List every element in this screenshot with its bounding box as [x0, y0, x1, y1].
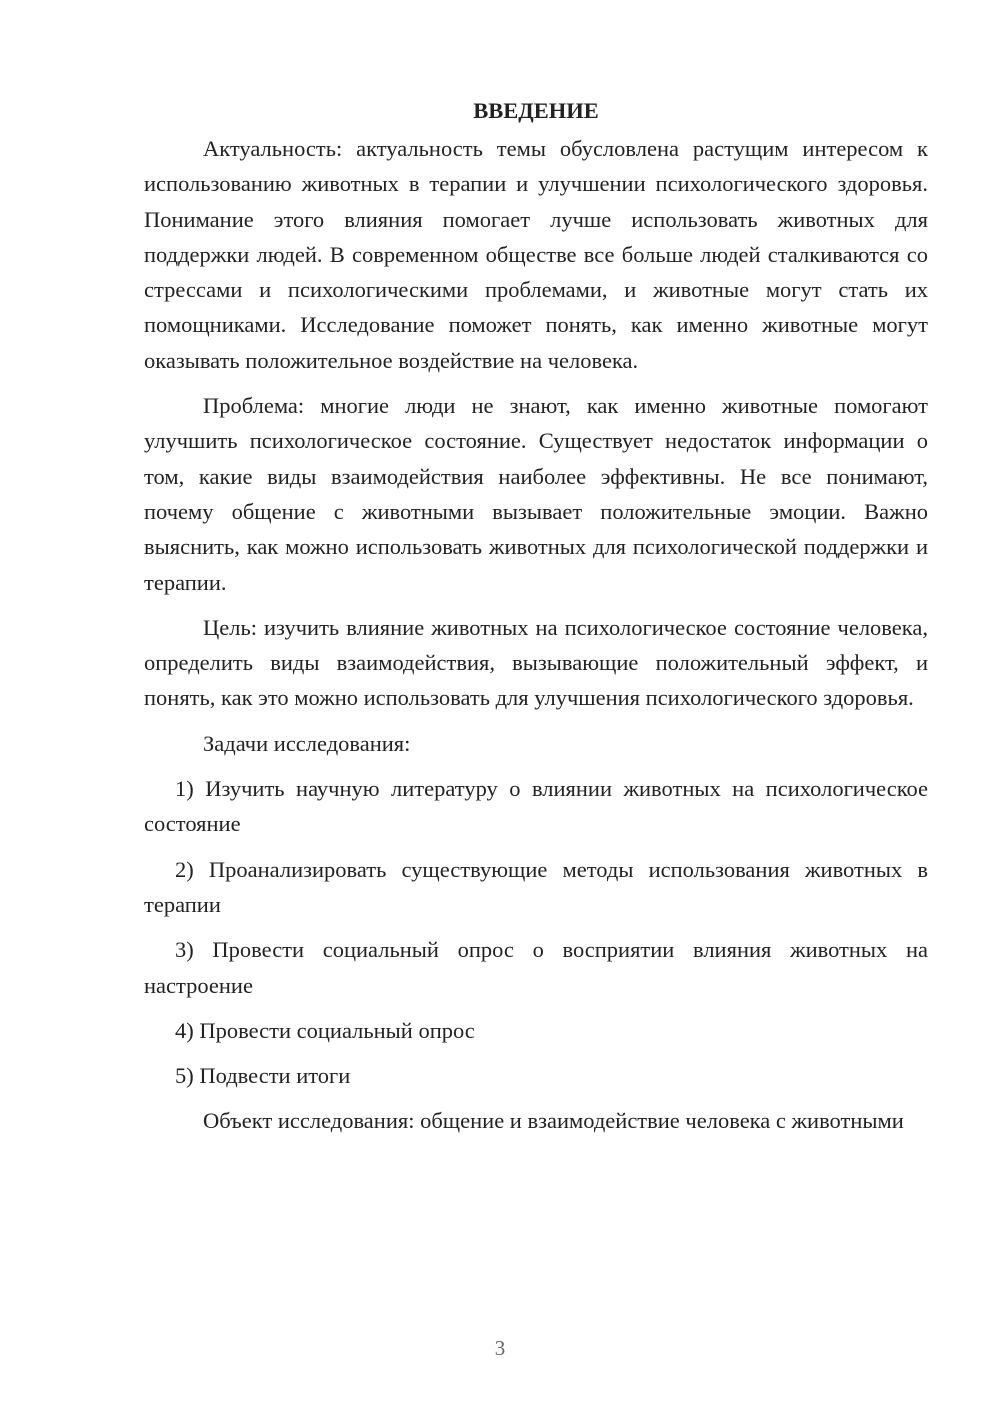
- task-item: 2) Проанализировать существующие методы использования животных в терапии: [144, 856, 928, 917]
- task-item: 3) Провести социальный опрос о восприятии влияния животных на настроение: [144, 937, 928, 998]
- section-heading: ВВЕДЕНИЕ: [473, 98, 599, 123]
- task-item: 5) Подвести итоги: [175, 1063, 351, 1089]
- page-content: [144, 92, 928, 1149]
- page-number: 3: [494, 1336, 506, 1360]
- problem-paragraph: Проблема: многие люди не знают, как именно животные помогают улучшить психологическое состояние. Существует недостаток информации о том, какие виды взаимодействия наиболее эффективны. Не все понимают, почему общение с животными вызывает положительные эмоции. Важно выяснить, как можно использовать животных для психологической поддержки и терапии.: [144, 393, 928, 595]
- object-paragraph: Объект исследования: общение и взаимодействие человека с животными: [203, 1108, 904, 1134]
- tasks-heading: Задачи исследования:: [203, 730, 411, 756]
- relevance-paragraph: Актуальность: актуальность темы обусловлена растущим интересом к использованию животных в терапии и улучшении психологического здоровья. Понимание этого влияния помогает лучше использовать животных для поддержки людей. В современном обществе все больше людей сталкиваются со стрессами и психологическими проблемами, и животные могут стать их помощниками. Исследование поможет понять, как именно животные могут оказывать положительное воздействие на человека.: [144, 136, 928, 373]
- task-item: 1) Изучить научную литературу о влиянии животных на психологическое состояние: [144, 776, 928, 837]
- goal-paragraph: Цель: изучить влияние животных на психологическое состояние человека, определить виды взаимодействия, вызывающие положительный эффект, и понять, как это можно использовать для улучшения психологического здоровья.: [144, 614, 928, 711]
- task-item: 4) Провести социальный опрос: [175, 1017, 475, 1043]
